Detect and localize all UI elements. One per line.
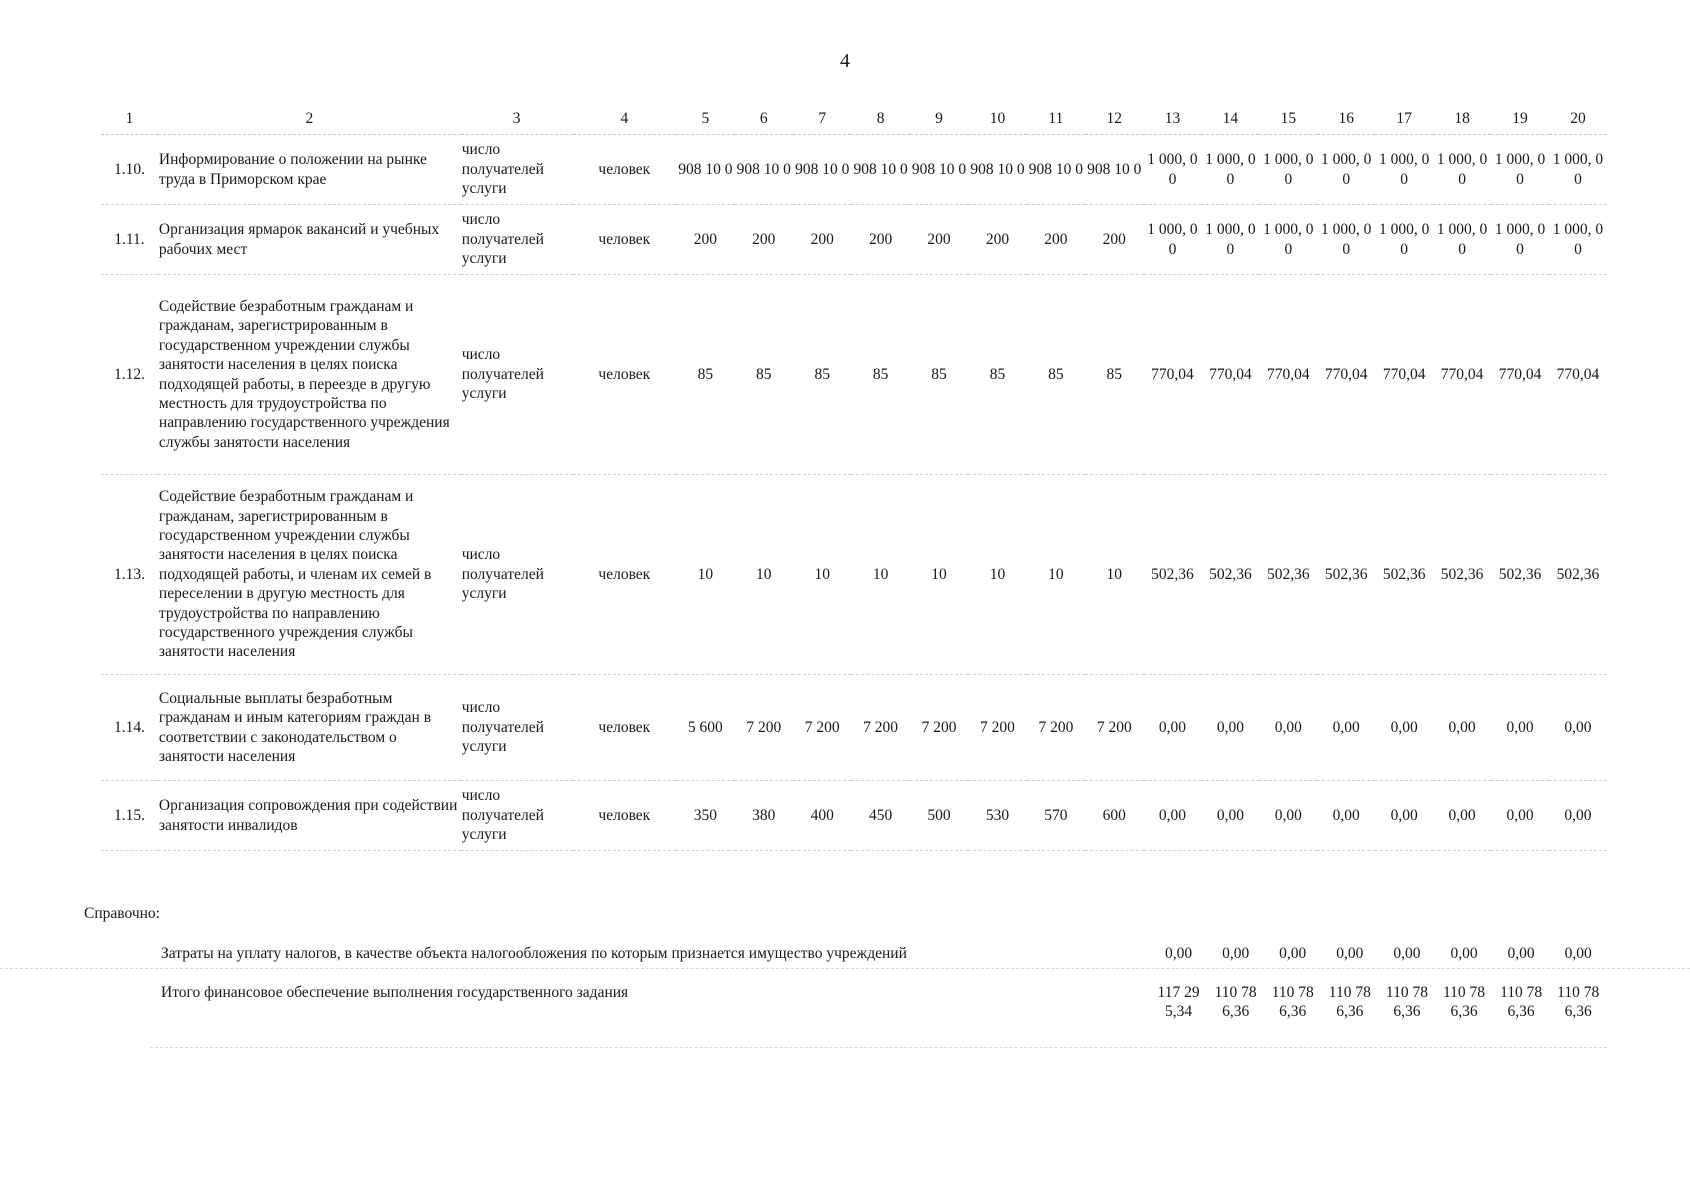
service-name: Организация сопровождения при содействии занятости инвалидов bbox=[158, 781, 461, 851]
indicator-name: число получателей услуги bbox=[461, 475, 573, 675]
summary-value: 0,00 bbox=[1164, 945, 1193, 962]
value-text: 85 bbox=[989, 365, 1006, 383]
value-text: 200 bbox=[985, 230, 1010, 248]
value-text: 200 bbox=[693, 230, 717, 248]
value-text: 400 bbox=[810, 806, 834, 824]
table-row bbox=[101, 675, 1607, 781]
value-cell bbox=[1201, 205, 1259, 275]
value-cell bbox=[1317, 675, 1375, 781]
value-text: 502,36 bbox=[1151, 565, 1194, 583]
service-name: Информирование о положении на рынке труда в Приморском крае bbox=[158, 135, 461, 205]
column-header: 14 bbox=[1201, 104, 1259, 135]
value-cell bbox=[735, 205, 793, 275]
value-text: 500 bbox=[927, 806, 951, 824]
value-text: 0,00 bbox=[1158, 718, 1187, 736]
value-text: 1 000, 00 bbox=[1263, 221, 1314, 258]
value-cell bbox=[1027, 675, 1085, 781]
value-cell bbox=[1027, 475, 1085, 675]
value-text: 1 000, 00 bbox=[1436, 151, 1488, 188]
value-text: 0,00 bbox=[1448, 806, 1476, 824]
value-cell bbox=[1549, 781, 1607, 851]
summary-value: 110 78 6,36 bbox=[1557, 984, 1600, 1021]
indicator-name: число получателей услуги bbox=[461, 275, 573, 475]
value-text: 1 000, 00 bbox=[1378, 151, 1430, 188]
unit-of-measure: человек bbox=[573, 781, 677, 851]
column-header: 12 bbox=[1085, 104, 1143, 135]
value-text: 570 bbox=[1044, 806, 1068, 824]
value-cell bbox=[910, 781, 968, 851]
summary-value: 0,00 bbox=[1279, 945, 1307, 962]
value-cell bbox=[735, 275, 793, 475]
value-cell bbox=[1433, 475, 1491, 675]
value-cell bbox=[968, 205, 1026, 275]
summary-value: 110 78 6,36 bbox=[1500, 984, 1543, 1021]
page-number: 4 bbox=[840, 50, 850, 72]
service-name: Содействие безработным гражданам и гражданам, зарегистрированным в государственном учреждении службы занятости населения в целях поиска подходящей работы, в переезде в другую местность для трудоустройства по направлению государственного учреждения службы занятости населения bbox=[158, 275, 461, 475]
table-row bbox=[101, 475, 1607, 675]
value-cell bbox=[1259, 781, 1317, 851]
value-cell bbox=[793, 275, 851, 475]
table-row bbox=[101, 135, 1607, 205]
value-text: 0,00 bbox=[1274, 718, 1302, 736]
unit-of-measure: человек bbox=[573, 675, 677, 781]
column-header: 7 bbox=[793, 104, 851, 135]
column-header: 10 bbox=[968, 104, 1026, 135]
value-text: 770,04 bbox=[1151, 365, 1194, 383]
value-text: 7 200 bbox=[746, 718, 782, 736]
table-row bbox=[101, 205, 1607, 275]
column-header: 18 bbox=[1433, 104, 1491, 135]
value-cell bbox=[851, 781, 909, 851]
column-header: 2 bbox=[158, 104, 461, 135]
summary-value: 0,00 bbox=[1507, 945, 1535, 962]
column-header: 17 bbox=[1375, 104, 1433, 135]
value-cell bbox=[1549, 475, 1607, 675]
value-text: 770,04 bbox=[1556, 365, 1600, 383]
summary-value: 0,00 bbox=[1564, 945, 1592, 962]
value-text: 908 10 0 bbox=[678, 160, 733, 178]
unit-of-measure: человек bbox=[573, 475, 677, 675]
service-name: Содействие безработным гражданам и гражданам, зарегистрированным в государственном учреждении службы занятости населения в целях поиска подходящей работы, и членам их семей в переселении в другую местность для трудоустройства по направлению государственного учреждения службы занятости населения bbox=[158, 475, 461, 675]
value-text: 770,04 bbox=[1440, 365, 1484, 383]
reference-label: Справочно: bbox=[84, 905, 160, 922]
value-text: 0,00 bbox=[1564, 806, 1592, 824]
value-text: 0,00 bbox=[1390, 718, 1418, 736]
value-text: 1 000, 00 bbox=[1205, 221, 1256, 258]
value-cell bbox=[793, 205, 851, 275]
tax-costs-label: Затраты на уплату налогов, в качестве объекта налогообложения по которым признается имущество учреждений bbox=[161, 945, 907, 962]
value-cell bbox=[1491, 475, 1549, 675]
value-text: 1 000, 00 bbox=[1552, 151, 1604, 188]
table-row bbox=[101, 781, 1607, 851]
value-cell bbox=[676, 205, 734, 275]
column-header: 5 bbox=[676, 104, 734, 135]
summary-value: 0,00 bbox=[1393, 945, 1421, 962]
value-text: 0,00 bbox=[1332, 718, 1360, 736]
value-text: 0,00 bbox=[1216, 806, 1244, 824]
unit-of-measure: человек bbox=[573, 135, 677, 205]
value-text: 502,36 bbox=[1267, 565, 1310, 583]
indicator-name: число получателей услуги bbox=[461, 205, 573, 275]
value-cell bbox=[910, 675, 968, 781]
value-text: 0,00 bbox=[1158, 806, 1187, 824]
column-header: 3 bbox=[461, 104, 573, 135]
value-cell bbox=[910, 275, 968, 475]
value-text: 908 10 0 bbox=[970, 160, 1025, 178]
value-cell bbox=[1433, 205, 1491, 275]
value-cell bbox=[968, 475, 1026, 675]
value-text: 200 bbox=[810, 230, 834, 248]
value-cell bbox=[1433, 275, 1491, 475]
total-divider bbox=[150, 1047, 1607, 1048]
value-text: 10 bbox=[1106, 565, 1123, 583]
value-cell bbox=[1027, 135, 1085, 205]
value-cell bbox=[1491, 135, 1549, 205]
value-text: 85 bbox=[872, 365, 889, 383]
value-cell bbox=[793, 135, 851, 205]
value-text: 350 bbox=[693, 806, 717, 824]
value-cell bbox=[1491, 781, 1549, 851]
value-text: 85 bbox=[1048, 365, 1064, 383]
value-text: 1 000, 00 bbox=[1263, 151, 1314, 188]
value-cell bbox=[1549, 275, 1607, 475]
service-name: Социальные выплаты безработным гражданам и иным категориям граждан в соответствии с законодательством о занятости населения bbox=[158, 675, 461, 781]
value-cell bbox=[1144, 475, 1202, 675]
summary-value: 0,00 bbox=[1450, 945, 1478, 962]
value-text: 0,00 bbox=[1506, 806, 1534, 824]
total-row bbox=[0, 983, 1690, 1027]
value-cell bbox=[1085, 781, 1143, 851]
value-text: 85 bbox=[1106, 365, 1123, 383]
value-cell bbox=[1085, 475, 1143, 675]
total-label: Итого финансовое обеспечение выполнения государственного задания bbox=[161, 984, 629, 1001]
value-cell bbox=[1375, 135, 1433, 205]
summary-value: 110 78 6,36 bbox=[1271, 984, 1314, 1021]
value-cell bbox=[1259, 475, 1317, 675]
column-header: 20 bbox=[1549, 104, 1607, 135]
indicator-name: число получателей услуги bbox=[461, 135, 573, 205]
value-cell bbox=[1433, 781, 1491, 851]
value-text: 0,00 bbox=[1390, 806, 1418, 824]
column-header: 4 bbox=[573, 104, 677, 135]
value-text: 530 bbox=[985, 806, 1010, 824]
value-cell bbox=[1491, 275, 1549, 475]
value-text: 502,36 bbox=[1556, 565, 1600, 583]
value-cell bbox=[735, 675, 793, 781]
value-cell bbox=[1085, 205, 1143, 275]
value-cell bbox=[1317, 135, 1375, 205]
value-cell bbox=[851, 135, 909, 205]
value-text: 1 000, 00 bbox=[1552, 221, 1604, 258]
value-text: 380 bbox=[752, 806, 776, 824]
value-text: 600 bbox=[1102, 806, 1126, 824]
value-cell bbox=[1375, 675, 1433, 781]
value-text: 200 bbox=[927, 230, 951, 248]
summary-value: 117 29 5,34 bbox=[1157, 984, 1200, 1021]
value-text: 908 10 0 bbox=[911, 160, 967, 178]
indicator-name: число получателей услуги bbox=[461, 675, 573, 781]
column-header: 13 bbox=[1144, 104, 1202, 135]
value-cell bbox=[735, 475, 793, 675]
value-text: 1 000, 00 bbox=[1321, 221, 1372, 258]
value-cell bbox=[676, 475, 734, 675]
value-cell bbox=[1317, 205, 1375, 275]
value-text: 200 bbox=[868, 230, 893, 248]
value-text: 502,36 bbox=[1382, 565, 1426, 583]
value-cell bbox=[1201, 475, 1259, 675]
value-cell bbox=[676, 135, 734, 205]
value-cell bbox=[1085, 675, 1143, 781]
value-cell bbox=[1375, 781, 1433, 851]
row-number: 1.15. bbox=[101, 781, 158, 851]
row-number: 1.13. bbox=[101, 475, 158, 675]
value-text: 908 10 0 bbox=[853, 160, 908, 178]
value-text: 10 bbox=[1048, 565, 1064, 583]
value-text: 770,04 bbox=[1382, 365, 1426, 383]
value-text: 0,00 bbox=[1564, 718, 1592, 736]
value-cell bbox=[1317, 781, 1375, 851]
value-text: 0,00 bbox=[1216, 718, 1244, 736]
value-text: 7 200 bbox=[804, 718, 840, 736]
value-cell bbox=[1259, 675, 1317, 781]
value-cell bbox=[1317, 475, 1375, 675]
value-cell bbox=[1027, 205, 1085, 275]
value-cell bbox=[910, 475, 968, 675]
unit-of-measure: человек bbox=[573, 205, 677, 275]
value-text: 85 bbox=[814, 365, 830, 383]
value-text: 200 bbox=[752, 230, 776, 248]
value-text: 770,04 bbox=[1267, 365, 1310, 383]
value-text: 7 200 bbox=[1096, 718, 1132, 736]
value-text: 770,04 bbox=[1324, 365, 1368, 383]
value-cell bbox=[1259, 205, 1317, 275]
value-cell bbox=[968, 675, 1026, 781]
value-cell bbox=[793, 781, 851, 851]
table-row bbox=[101, 275, 1607, 475]
value-text: 200 bbox=[1102, 230, 1126, 248]
value-text: 450 bbox=[868, 806, 893, 824]
value-cell bbox=[1201, 675, 1259, 781]
value-cell bbox=[1085, 275, 1143, 475]
value-text: 10 bbox=[814, 565, 830, 583]
value-cell bbox=[1201, 275, 1259, 475]
summary-value: 110 78 6,36 bbox=[1385, 984, 1428, 1021]
value-text: 5 600 bbox=[687, 718, 723, 736]
value-cell bbox=[968, 781, 1026, 851]
value-text: 770,04 bbox=[1209, 365, 1252, 383]
value-cell bbox=[1433, 135, 1491, 205]
table-header-row bbox=[101, 104, 1607, 135]
value-text: 1 000, 00 bbox=[1494, 221, 1546, 258]
value-text: 7 200 bbox=[863, 718, 899, 736]
value-cell bbox=[1144, 205, 1202, 275]
value-text: 770,04 bbox=[1498, 365, 1542, 383]
table-body bbox=[101, 135, 1607, 851]
value-cell bbox=[1549, 205, 1607, 275]
value-text: 0,00 bbox=[1506, 718, 1534, 736]
value-text: 10 bbox=[931, 565, 947, 583]
value-cell bbox=[1375, 475, 1433, 675]
column-header: 15 bbox=[1259, 104, 1317, 135]
row-number: 1.12. bbox=[101, 275, 158, 475]
value-text: 1 000, 00 bbox=[1147, 151, 1198, 188]
value-text: 10 bbox=[697, 565, 714, 583]
row-number: 1.10. bbox=[101, 135, 158, 205]
summary-value: 110 78 6,36 bbox=[1442, 984, 1486, 1021]
value-cell bbox=[1549, 675, 1607, 781]
value-text: 7 200 bbox=[921, 718, 957, 736]
value-text: 1 000, 00 bbox=[1436, 221, 1488, 258]
value-cell bbox=[1201, 781, 1259, 851]
row-number: 1.11. bbox=[101, 205, 158, 275]
value-text: 0,00 bbox=[1274, 806, 1302, 824]
value-text: 908 10 0 bbox=[795, 160, 850, 178]
column-header: 16 bbox=[1317, 104, 1375, 135]
value-cell bbox=[1491, 205, 1549, 275]
column-header: 8 bbox=[851, 104, 909, 135]
value-text: 1 000, 00 bbox=[1378, 221, 1430, 258]
value-text: 1 000, 00 bbox=[1147, 221, 1198, 258]
value-cell bbox=[1027, 781, 1085, 851]
value-text: 908 10 0 bbox=[1087, 160, 1142, 178]
value-cell bbox=[910, 205, 968, 275]
value-cell bbox=[676, 275, 734, 475]
value-text: 10 bbox=[756, 565, 772, 583]
value-text: 85 bbox=[697, 365, 714, 383]
value-cell bbox=[851, 675, 909, 781]
indicator-name: число получателей услуги bbox=[461, 781, 573, 851]
summary-value: 0,00 bbox=[1222, 945, 1250, 962]
value-cell bbox=[1144, 275, 1202, 475]
value-text: 85 bbox=[756, 365, 772, 383]
value-text: 7 200 bbox=[980, 718, 1015, 736]
value-text: 200 bbox=[1044, 230, 1068, 248]
value-text: 908 10 0 bbox=[736, 160, 791, 178]
column-header: 6 bbox=[735, 104, 793, 135]
column-header: 19 bbox=[1491, 104, 1549, 135]
unit-of-measure: человек bbox=[573, 275, 677, 475]
value-text: 908 10 0 bbox=[1028, 160, 1083, 178]
financial-table bbox=[101, 104, 1607, 851]
tax-costs-values bbox=[1150, 944, 1607, 963]
value-text: 1 000, 00 bbox=[1321, 151, 1372, 188]
value-cell bbox=[735, 135, 793, 205]
value-cell bbox=[1027, 275, 1085, 475]
value-cell bbox=[1259, 135, 1317, 205]
value-cell bbox=[1491, 675, 1549, 781]
value-cell bbox=[676, 781, 734, 851]
value-text: 85 bbox=[931, 365, 947, 383]
value-text: 502,36 bbox=[1498, 565, 1542, 583]
summary-value: 110 78 6,36 bbox=[1328, 984, 1371, 1021]
total-values bbox=[1150, 983, 1607, 1022]
column-header: 11 bbox=[1027, 104, 1085, 135]
value-cell bbox=[968, 275, 1026, 475]
value-cell bbox=[851, 275, 909, 475]
value-cell bbox=[1259, 275, 1317, 475]
value-cell bbox=[1144, 781, 1202, 851]
value-text: 502,36 bbox=[1324, 565, 1368, 583]
value-cell bbox=[793, 475, 851, 675]
value-cell bbox=[793, 675, 851, 781]
value-cell bbox=[1144, 675, 1202, 781]
value-cell bbox=[1549, 135, 1607, 205]
value-text: 502,36 bbox=[1209, 565, 1252, 583]
value-text: 502,36 bbox=[1440, 565, 1484, 583]
value-cell bbox=[1317, 275, 1375, 475]
value-cell bbox=[1144, 135, 1202, 205]
summary-value: 110 78 6,36 bbox=[1214, 984, 1257, 1021]
value-text: 10 bbox=[989, 565, 1006, 583]
value-cell bbox=[1085, 135, 1143, 205]
summary-value: 0,00 bbox=[1336, 945, 1364, 962]
value-text: 0,00 bbox=[1448, 718, 1476, 736]
value-cell bbox=[851, 205, 909, 275]
value-cell bbox=[1201, 135, 1259, 205]
value-cell bbox=[851, 475, 909, 675]
column-header: 1 bbox=[101, 104, 158, 135]
value-text: 1 000, 00 bbox=[1205, 151, 1256, 188]
value-text: 1 000, 00 bbox=[1494, 151, 1546, 188]
value-cell bbox=[1433, 675, 1491, 781]
value-cell bbox=[735, 781, 793, 851]
value-cell bbox=[968, 135, 1026, 205]
value-cell bbox=[1375, 205, 1433, 275]
value-text: 10 bbox=[872, 565, 889, 583]
service-name: Организация ярмарок вакансий и учебных рабочих мест bbox=[158, 205, 461, 275]
value-text: 7 200 bbox=[1038, 718, 1074, 736]
value-text: 0,00 bbox=[1332, 806, 1360, 824]
value-cell bbox=[676, 675, 734, 781]
value-cell bbox=[1375, 275, 1433, 475]
row-number: 1.14. bbox=[101, 675, 158, 781]
tax-costs-row bbox=[0, 944, 1690, 969]
value-cell bbox=[910, 135, 968, 205]
column-header: 9 bbox=[910, 104, 968, 135]
